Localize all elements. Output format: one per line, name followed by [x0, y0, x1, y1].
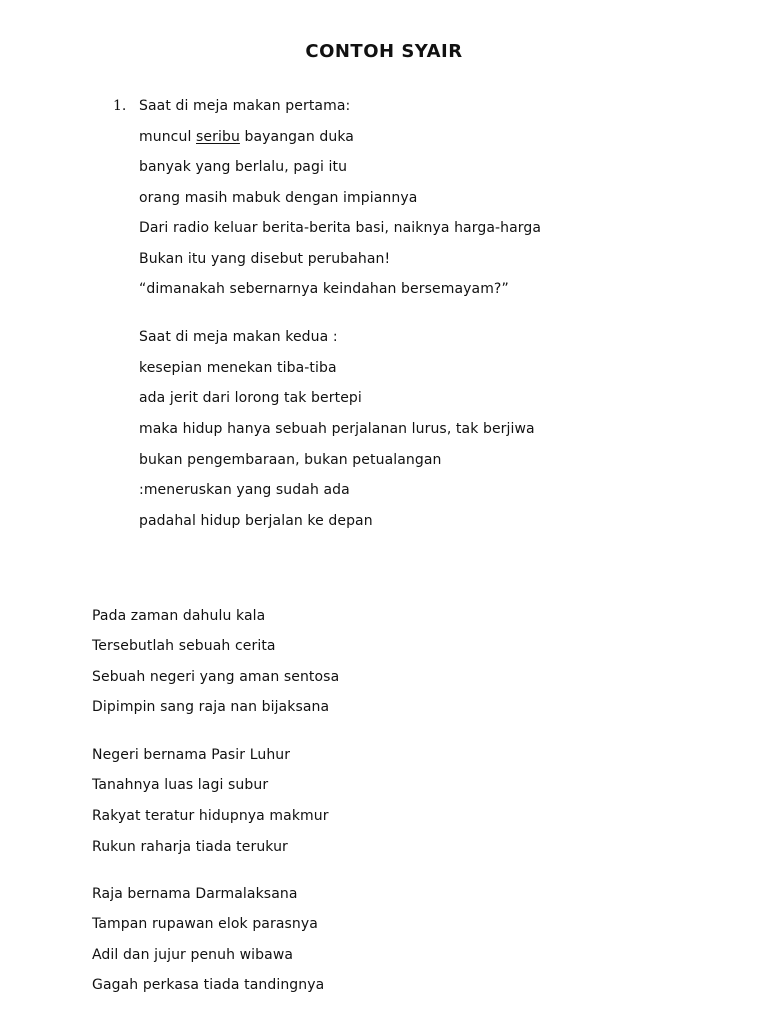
- poem-line: :meneruskan yang sudah ada: [139, 482, 350, 498]
- poem-line: padahal hidup berjalan ke depan: [139, 513, 373, 529]
- document-title: CONTOH SYAIR: [305, 41, 463, 62]
- poem-line: orang masih mabuk dengan impiannya: [139, 190, 418, 206]
- poem-line: Rakyat teratur hidupnya makmur: [92, 808, 329, 824]
- underlined-word: seribu: [196, 129, 240, 145]
- poem-line: Dari radio keluar berita-berita basi, naiknya harga-harga: [139, 220, 542, 236]
- poem-line: Tampan rupawan elok parasnya: [92, 916, 318, 932]
- poem-line: banyak yang berlalu, pagi itu: [139, 159, 348, 175]
- poem-line: Rukun raharja tiada terukur: [92, 839, 288, 855]
- poem-line: Negeri bernama Pasir Luhur: [92, 747, 291, 763]
- poem-line: Adil dan jujur penuh wibawa: [92, 947, 294, 963]
- poem-line: Raja bernama Darmalaksana: [92, 886, 298, 902]
- poem-line: bukan pengembaraan, bukan petualangan: [139, 452, 442, 468]
- poem-line: ada jerit dari lorong tak bertepi: [139, 390, 362, 406]
- poem-line-with-underline: [139, 128, 354, 146]
- poem-line: Saat di meja makan kedua :: [139, 329, 338, 345]
- poem-line: Bukan itu yang disebut perubahan!: [139, 251, 391, 267]
- poem-line: kesepian menekan tiba-tiba: [139, 360, 337, 376]
- poem-line: Saat di meja makan pertama:: [139, 98, 351, 114]
- poem-line: maka hidup hanya sebuah perjalanan lurus, tak berjiwa: [139, 421, 535, 437]
- poem-line: Tersebutlah sebuah cerita: [92, 638, 276, 654]
- poem-line: Sebuah negeri yang aman sentosa: [92, 669, 340, 685]
- poem-line: Pada zaman dahulu kala: [92, 608, 266, 624]
- poem-line-suffix: bayangan duka: [239, 129, 354, 145]
- poem-line: Gagah perkasa tiada tandingnya: [92, 977, 325, 993]
- poem-line: Tanahnya luas lagi subur: [92, 777, 269, 793]
- poem-line-prefix: muncul: [139, 129, 196, 145]
- list-number: 1.: [113, 98, 127, 114]
- poem-line: “dimanakah sebernarnya keindahan bersemayam?”: [139, 281, 509, 297]
- poem-line: Dipimpin sang raja nan bijaksana: [92, 699, 330, 715]
